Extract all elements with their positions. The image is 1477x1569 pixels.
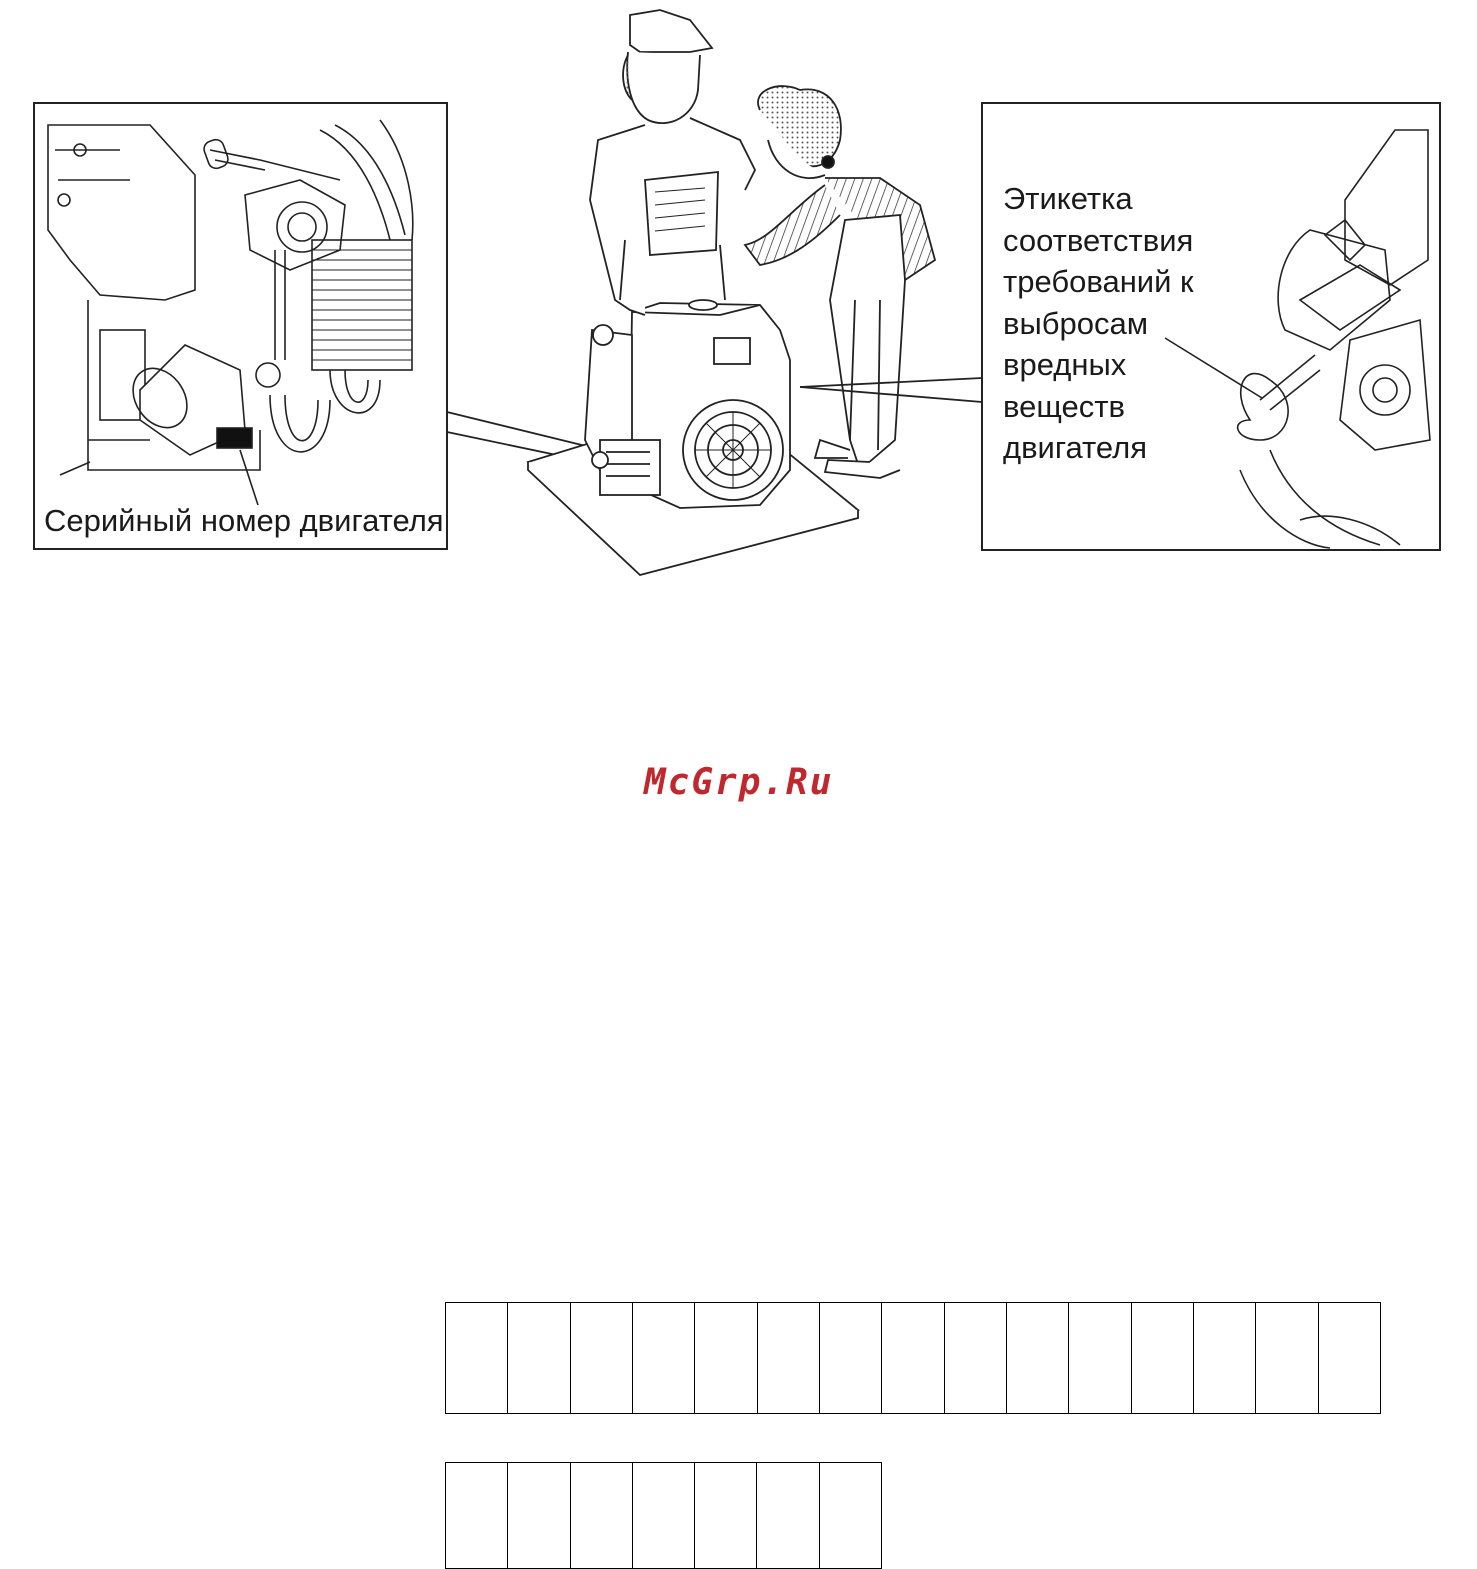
entry-cell[interactable]	[571, 1303, 633, 1413]
entry-cell[interactable]	[1319, 1303, 1380, 1413]
engine	[585, 300, 790, 508]
entry-cell[interactable]	[508, 1463, 570, 1568]
man-figure	[590, 10, 755, 315]
entry-cell[interactable]	[882, 1303, 944, 1413]
entry-cell[interactable]	[945, 1303, 1007, 1413]
entry-cell[interactable]	[633, 1463, 695, 1568]
entry-cell[interactable]	[508, 1303, 570, 1413]
entry-cell[interactable]	[695, 1463, 757, 1568]
serial-number-boxes	[445, 1302, 1381, 1414]
watermark-logo: McGrp.Ru	[644, 762, 834, 803]
model-number-boxes	[445, 1462, 882, 1569]
entry-cell[interactable]	[571, 1463, 633, 1568]
emission-label-caption	[1003, 178, 1263, 469]
serial-number-label: Серийный номер двигателя	[44, 503, 444, 538]
serial-detail-panel	[34, 103, 447, 549]
entry-cell[interactable]	[695, 1303, 757, 1413]
emission-label-line: выбросам	[1003, 305, 1149, 341]
emission-label-line: вредных	[1003, 347, 1127, 382]
entry-cell[interactable]	[446, 1303, 508, 1413]
emission-label-line: соответствия	[1003, 222, 1194, 258]
emission-label-line: требований к	[1003, 264, 1194, 299]
entry-cell[interactable]	[1194, 1303, 1256, 1413]
entry-cell[interactable]	[1069, 1303, 1131, 1413]
emission-label-line: Этикетка	[1003, 181, 1133, 216]
entry-cell[interactable]	[1132, 1303, 1194, 1413]
entry-cell[interactable]	[1256, 1303, 1318, 1413]
entry-cell[interactable]	[820, 1303, 882, 1413]
entry-cell[interactable]	[757, 1463, 819, 1568]
entry-cell[interactable]	[446, 1463, 508, 1568]
emission-label-line: веществ	[1003, 388, 1125, 424]
entry-cell[interactable]	[1007, 1303, 1069, 1413]
entry-cell[interactable]	[758, 1303, 820, 1413]
entry-cell[interactable]	[633, 1303, 695, 1413]
entry-cell[interactable]	[820, 1463, 881, 1568]
emission-label-line: двигателя	[1003, 430, 1147, 465]
